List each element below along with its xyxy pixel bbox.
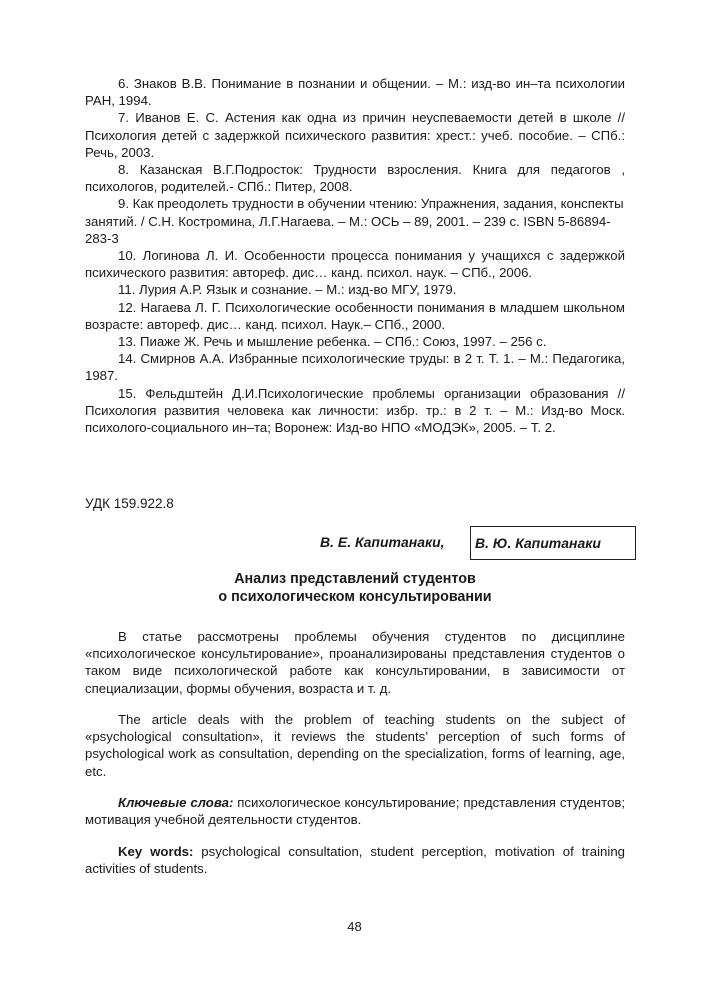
title-line-2: о психологическом консультировании [218, 589, 492, 605]
abstract-en [85, 711, 625, 780]
abstract-en-text: The article deals with the problem of teaching students on the subject of «psychological consultation», it reviews the students’ perception of such forms of psychological work as consultation, depending on the specialization, forms of learning, age, etc. [85, 712, 625, 779]
keywords-ru-text: психологическое консультирование; представления студентов; мотивация учебной деятельности студентов. [85, 795, 625, 828]
reference-item: 14. Смирнов А.А. Избранные психологические труды: в 2 т. Т. 1. – М.: Педагогика, 1987. [85, 351, 625, 384]
author-first: В. Е. Капитанаки, [320, 534, 445, 550]
page-number: 48 [347, 919, 362, 934]
reference-item: 8. Казанская В.Г.Подросток: Трудности взросления. Книга для педагогов , психологов, родителей.- СПб.: Питер, 2008. [85, 162, 625, 195]
reference-item: 10. Логинова Л. И. Особенности процесса понимания у учащихся с задержкой психического развития: автореф. дис… канд. психол. наук. – СПб., 2006. [85, 248, 625, 281]
reference-item: 15. Фельдштейн Д.И.Психологические проблемы организации образования // Психология развития человека как личности: избр. тр.: в 2 т. – М.: Изд-во Моск. психолого-социального ин–та; Воронеж: Изд-во НПО «МОДЭК», 2005. – Т. 2. [85, 385, 625, 436]
reference-item: 13. Пиаже Ж. Речь и мышление ребенка. – СПб.: Союз, 1997. – 256 с. [118, 334, 547, 350]
keywords-ru [85, 794, 625, 828]
reference-list [85, 75, 625, 436]
title-line-1: Анализ представлений студентов [234, 571, 476, 587]
keywords-en-paragraph [85, 843, 625, 877]
keywords-en-label: Key words: [118, 844, 194, 859]
reference-item: 6. Знаков В.В. Понимание в познании и общении. – М.: изд-во ин–та психологии РАН, 1994. [85, 76, 625, 109]
authors-line [320, 526, 638, 560]
reference-item: 11. Лурия А.Р. Язык и сознание. – М.: изд-во МГУ, 1979. [118, 282, 457, 298]
reference-item: 7. Иванов Е. С. Астения как одна из причин неуспеваемости детей в школе // Психология детей с задержкой психического развития: хрест.: учеб. пособие. – СПб.: Речь, 2003. [85, 110, 625, 160]
keywords-ru-paragraph [85, 794, 625, 828]
keywords-en [85, 843, 625, 877]
keywords-en-text: psychological consultation, student perception, motivation of training activities of students. [85, 844, 625, 877]
abstract-ru [85, 628, 625, 697]
reference-item: 12. Нагаева Л. Г. Психологические особенности понимания в младшем школьном возрасте: автореф. дис… канд. психол. Наук.– СПб., 2000. [85, 299, 625, 332]
abstract-ru-text: В статье рассмотрены проблемы обучения студентов по дисциплине «психологическое консультирование», проанализированы представления студентов о таком виде психологической работе как консультировании, в зависимости от специализации, формы обучения, возраста и т. д. [85, 629, 625, 696]
author-second: В. Ю. Капитанаки [475, 535, 601, 551]
reference-item: 9. Как преодолеть трудности в обучении чтению: Упражнения, задания, конспекты занятий. / С.Н. Костромина, Л.Г.Нагаева. – М.: ОСЬ – 89, 2001. – 239 с. ISBN 5-86894-283-3 [85, 196, 624, 246]
keywords-ru-label: Ключевые слова: [118, 795, 234, 810]
author-second-box [470, 526, 636, 560]
article-title [85, 570, 625, 606]
udk-code: УДК 159.922.8 [85, 496, 174, 511]
